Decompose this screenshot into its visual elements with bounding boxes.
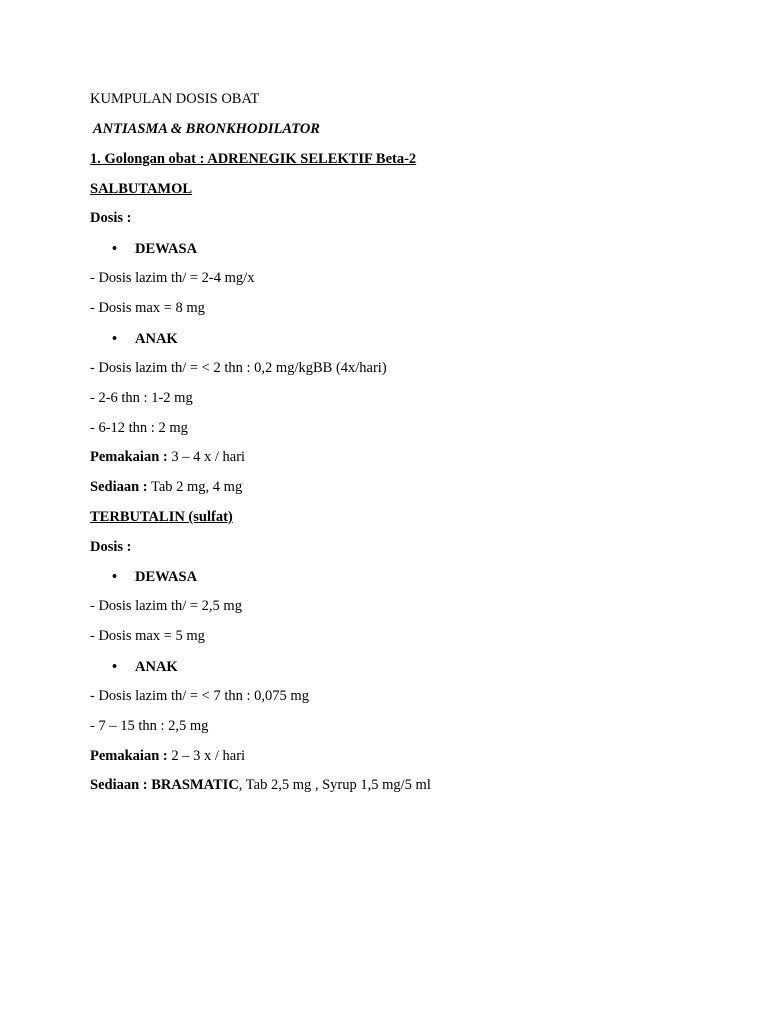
bullet-label: DEWASA xyxy=(135,569,198,585)
dosis-label: Dosis : xyxy=(90,539,132,555)
dose-line: - Dosis lazim th/ = < 7 thn : 0,075 mg xyxy=(90,688,309,704)
sediaan-value: , Tab 2,5 mg , Syrup 1,5 mg/5 ml xyxy=(238,777,431,793)
bullet-label: ANAK xyxy=(135,659,178,675)
dose-line: - Dosis lazim th/ = 2,5 mg xyxy=(90,598,242,614)
bullet-item-anak xyxy=(112,658,178,676)
dosis-label: Dosis : xyxy=(90,210,132,226)
pemakaian-label: Pemakaian : xyxy=(90,449,168,465)
sediaan-label: Sediaan : xyxy=(90,777,148,793)
sediaan-line xyxy=(90,478,242,496)
pemakaian-value: 2 – 3 x / hari xyxy=(167,748,246,764)
sediaan-label: Sediaan : xyxy=(90,479,148,495)
pemakaian-line xyxy=(90,747,245,765)
dose-line: - Dosis max = 5 mg xyxy=(90,628,205,644)
dose-line: - 7 – 15 thn : 2,5 mg xyxy=(90,718,209,734)
dose-line: - 2-6 thn : 1-2 mg xyxy=(90,390,193,406)
group-heading: 1. Golongan obat : ADRENEGIK SELEKTIF Beta-2 xyxy=(90,151,417,167)
sediaan-brand: BRASMATIC xyxy=(147,777,239,793)
dose-line: - Dosis lazim th/ = < 2 thn : 0,2 mg/kgBB (4x/hari) xyxy=(90,360,387,376)
document-subtitle: ANTIASMA & BRONKHODILATOR xyxy=(93,121,320,137)
drug-name: SALBUTAMOL xyxy=(90,181,193,197)
bullet-icon: • xyxy=(112,569,118,585)
bullet-item-anak xyxy=(112,330,178,348)
sediaan-line xyxy=(90,776,431,794)
pemakaian-value: 3 – 4 x / hari xyxy=(167,449,246,465)
dose-line: - Dosis max = 8 mg xyxy=(90,300,205,316)
bullet-item-dewasa xyxy=(112,568,197,586)
sediaan-value: Tab 2 mg, 4 mg xyxy=(147,479,243,495)
dose-line: - 6-12 thn : 2 mg xyxy=(90,420,188,436)
dose-line: - Dosis lazim th/ = 2-4 mg/x xyxy=(90,270,255,286)
pemakaian-line xyxy=(90,448,245,466)
bullet-icon: • xyxy=(112,659,118,675)
bullet-item-dewasa xyxy=(112,240,197,258)
drug-name: TERBUTALIN (sulfat) xyxy=(90,509,233,525)
bullet-label: DEWASA xyxy=(135,241,198,257)
bullet-icon: • xyxy=(112,331,118,347)
bullet-label: ANAK xyxy=(135,331,178,347)
bullet-icon: • xyxy=(112,241,118,257)
document-title: KUMPULAN DOSIS OBAT xyxy=(90,91,260,107)
pemakaian-label: Pemakaian : xyxy=(90,748,168,764)
